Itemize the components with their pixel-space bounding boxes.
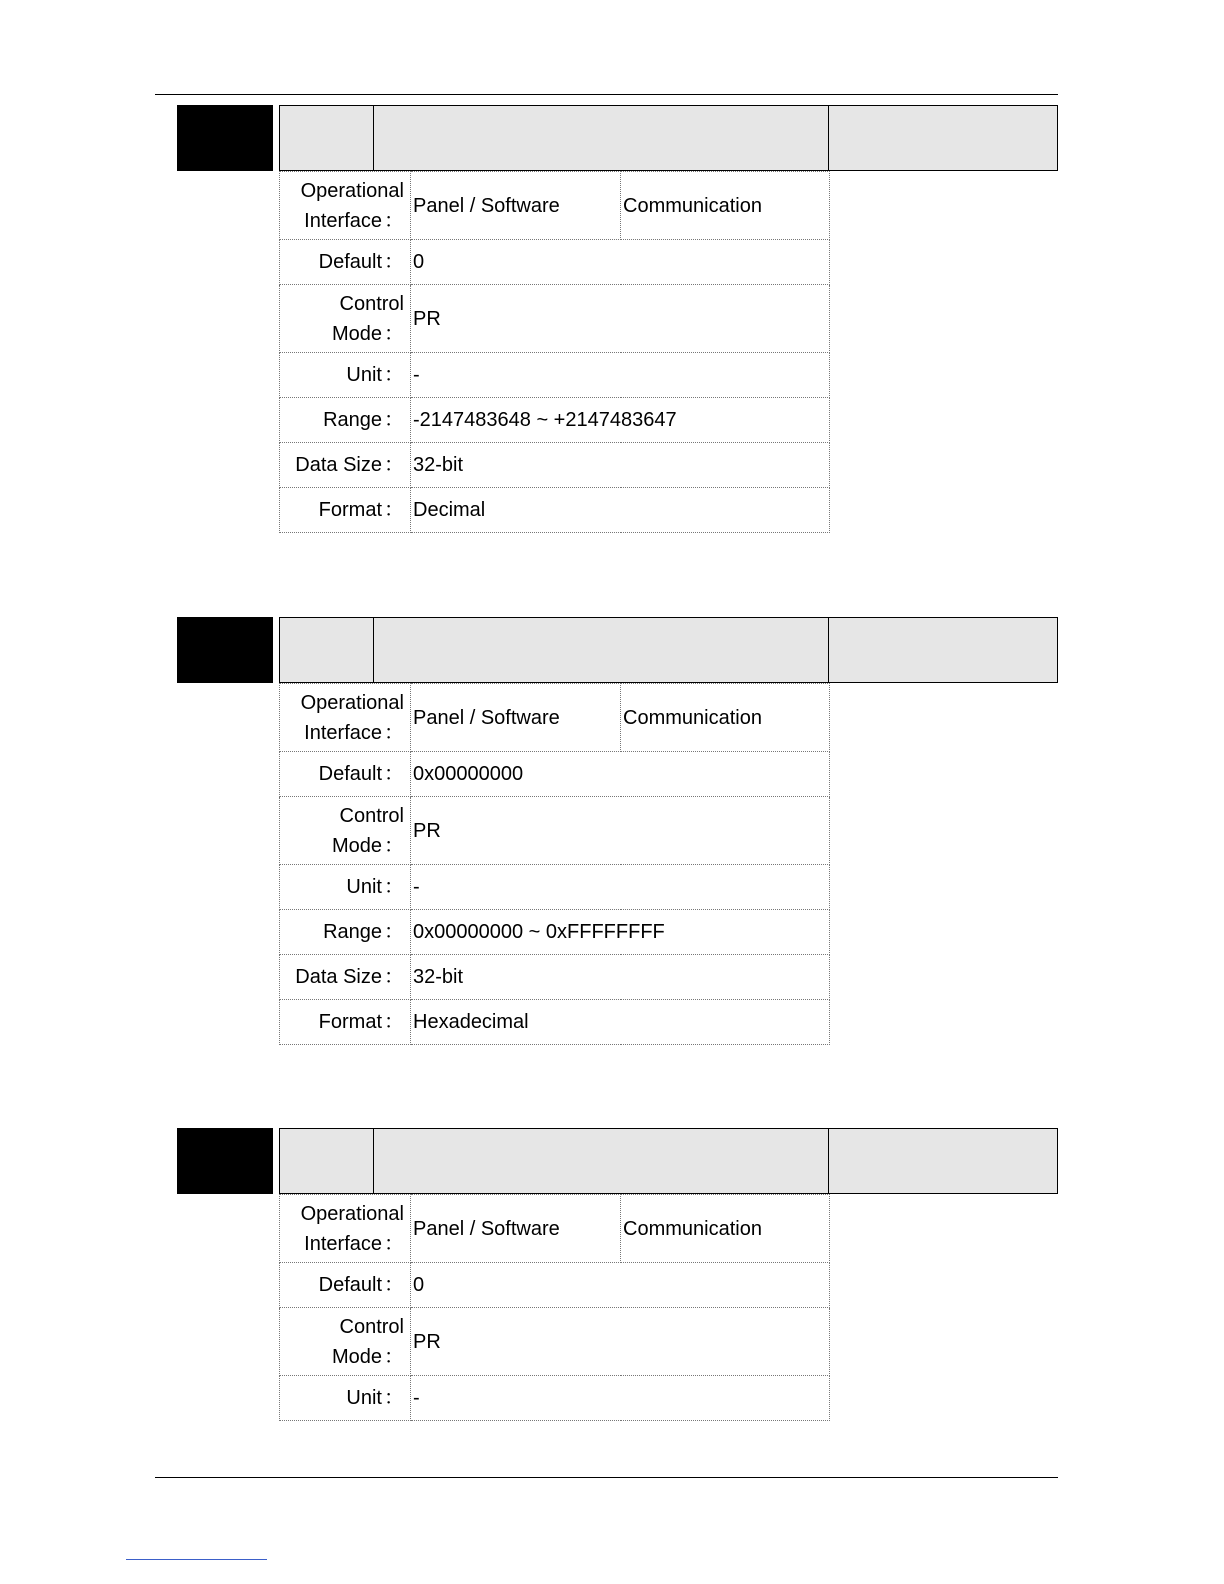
default-label: Default ： [280, 240, 411, 285]
parameter-code-box [177, 105, 273, 171]
parameter-info-table [279, 683, 830, 1045]
data-size-value: 32-bit [411, 955, 830, 1000]
default-row [280, 240, 830, 285]
format-label: Format ： [280, 488, 411, 533]
footer-rule [155, 1477, 1058, 1478]
control-mode-row [280, 285, 830, 353]
range-label: Range ： [280, 398, 411, 443]
control-mode-value: PR [411, 285, 830, 353]
operational-interface-label: Operational Interface ： [280, 1195, 411, 1263]
format-row [280, 488, 830, 533]
unit-row [280, 353, 830, 398]
parameter-code-box [177, 1128, 273, 1194]
unit-value: - [411, 865, 830, 910]
parameter-info-table [279, 171, 830, 533]
format-row [280, 1000, 830, 1045]
range-row [280, 910, 830, 955]
unit-row [280, 1376, 830, 1421]
unit-row [280, 865, 830, 910]
format-value: Decimal [411, 488, 830, 533]
oi-communication: Communication [621, 684, 830, 752]
range-value: -2147483648 ~ +2147483647 [411, 398, 830, 443]
operational-interface-row [280, 684, 830, 752]
oi-panel-software: Panel / Software [411, 684, 621, 752]
operational-interface-label: Operational Interface ： [280, 172, 411, 240]
footer-link-underline[interactable] [126, 1559, 267, 1560]
control-mode-row [280, 1308, 830, 1376]
parameter-info-table [279, 1194, 830, 1421]
control-mode-value: PR [411, 797, 830, 865]
range-row [280, 398, 830, 443]
unit-value: - [411, 1376, 830, 1421]
parameter-header-bar [279, 105, 1058, 171]
control-mode-label: Control Mode ： [280, 1308, 411, 1376]
default-label: Default ： [280, 1263, 411, 1308]
format-value: Hexadecimal [411, 1000, 830, 1045]
default-label: Default ： [280, 752, 411, 797]
range-label: Range ： [280, 910, 411, 955]
oi-panel-software: Panel / Software [411, 172, 621, 240]
default-value: 0 [411, 1263, 830, 1308]
parameter-header-bar [279, 1128, 1058, 1194]
default-value: 0 [411, 240, 830, 285]
control-mode-label: Control Mode ： [280, 285, 411, 353]
data-size-row [280, 955, 830, 1000]
oi-communication: Communication [621, 172, 830, 240]
range-value: 0x00000000 ~ 0xFFFFFFFF [411, 910, 830, 955]
parameter-header-bar [279, 617, 1058, 683]
control-mode-row [280, 797, 830, 865]
unit-label: Unit ： [280, 1376, 411, 1421]
data-size-label: Data Size ： [280, 443, 411, 488]
data-size-label: Data Size ： [280, 955, 411, 1000]
operational-interface-row [280, 1195, 830, 1263]
operational-interface-label: Operational Interface ： [280, 684, 411, 752]
data-size-row [280, 443, 830, 488]
header-rule [155, 94, 1058, 95]
oi-communication: Communication [621, 1195, 830, 1263]
format-label: Format ： [280, 1000, 411, 1045]
oi-panel-software: Panel / Software [411, 1195, 621, 1263]
control-mode-label: Control Mode ： [280, 797, 411, 865]
data-size-value: 32-bit [411, 443, 830, 488]
operational-interface-row [280, 172, 830, 240]
unit-label: Unit ： [280, 353, 411, 398]
default-row [280, 752, 830, 797]
unit-value: - [411, 353, 830, 398]
default-row [280, 1263, 830, 1308]
unit-label: Unit ： [280, 865, 411, 910]
control-mode-value: PR [411, 1308, 830, 1376]
parameter-code-box [177, 617, 273, 683]
default-value: 0x00000000 [411, 752, 830, 797]
